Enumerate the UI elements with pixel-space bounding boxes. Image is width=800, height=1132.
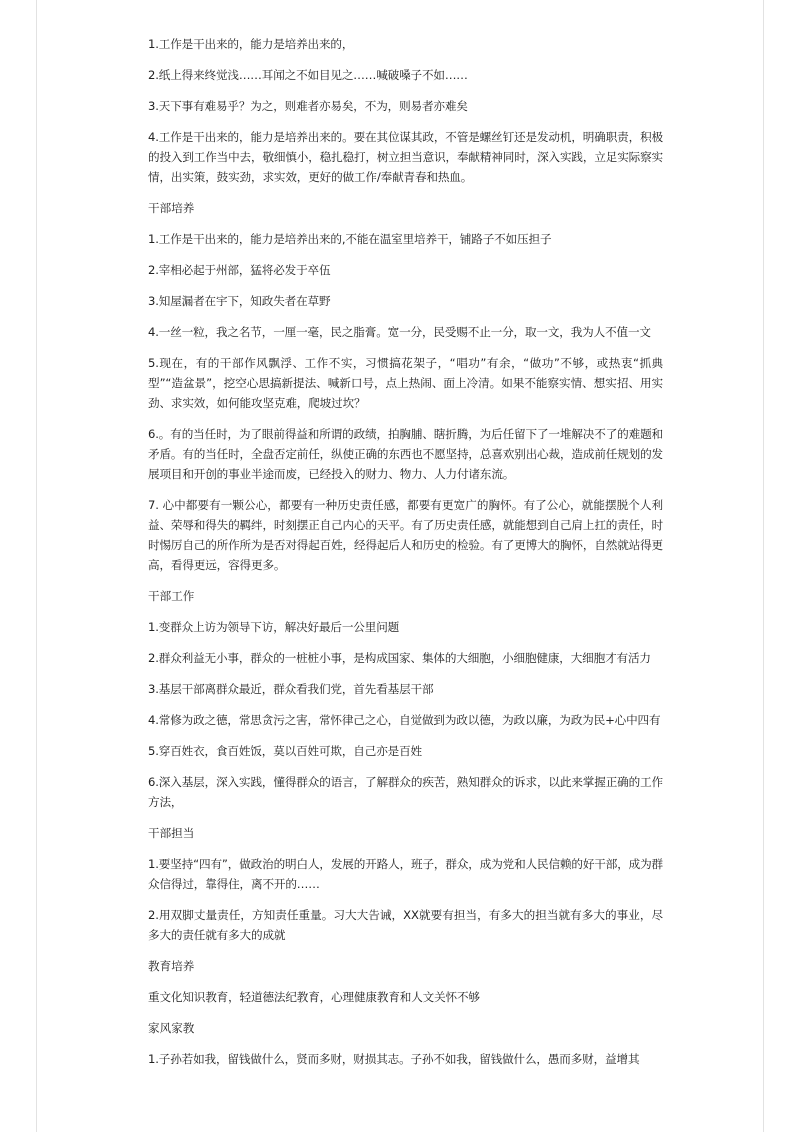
section-heading-family-tradition: 家风家教	[148, 1021, 195, 1035]
paragraph: 1.子孙若如我，留钱做什么，贤而多财，财损其志。子孙不如我，留钱做什么，愚而多财，益增其	[148, 1052, 640, 1066]
paragraph: 4.工作是干出来的，能力是培养出来的。要在其位谋其政，不管是螺丝钉还是发动机，明确职责，积极的投入到工作当中去，敬细慎小，稳扎稳打，树立担当意识，奉献精神同时，深入实践，立足实际察实情，出实策，鼓实劲，求实效，更好的做工作/奉献青春和热血。	[148, 130, 663, 184]
paragraph: 5.现在，有的干部作风飘浮、工作不实，习惯搞花架子，“唱功”有余，“做功”不够，或热衷“抓典型”“造盆景”，挖空心思搞新提法、喊新口号，点上热闹、面上冷清。如果不能察实情、想实招、用实劲、求实效，如何能攻坚克难，爬坡过坎？	[148, 356, 663, 410]
paragraph: 2.纸上得来终觉浅……耳闻之不如目见之……喊破嗓子不如……	[148, 68, 468, 82]
paragraph: 2.群众利益无小事，群众的一桩桩小事，是构成国家、集体的大细胞，小细胞健康，大细胞才有活力	[148, 651, 651, 665]
paragraph: 6.。有的当任时，为了眼前得益和所谓的政绩，拍胸脯、瞎折腾，为后任留下了一堆解决不了的难题和矛盾。有的当任时，全盘否定前任，纵使正确的东西也不愿坚持，总喜欢别出心裁，造成前任规划的发展项目和开创的事业半途而废，已经投入的财力、物力、人力付诸东流。	[148, 427, 663, 481]
section-heading-education: 教育培养	[148, 959, 195, 973]
paragraph: 1.变群众上访为领导下访，解决好最后一公里问题	[148, 620, 400, 634]
section-heading-cadre-training: 干部培养	[148, 201, 195, 215]
paragraph: 3.知屋漏者在宇下，知政失者在草野	[148, 294, 331, 308]
paragraph: 4.一丝一粒，我之名节，一厘一毫，民之脂膏。宽一分，民受赐不止一分，取一文，我为人不值一文	[148, 325, 651, 339]
paragraph: 7. 心中都要有一颗公心，都要有一种历史责任感，都要有更宽广的胸怀。有了公心，就能摆脱个人利益、荣辱和得失的羁绊，时刻摆正自己内心的天平。有了历史责任感，就能想到自己肩上扛的责任，时时惕厉自己的所作所为是否对得起百姓，经得起后人和历史的检验。有了更博大的胸怀，自然就站得更高，看得更远，容得更多。	[148, 498, 663, 572]
paragraph: 3.天下事有难易乎？为之，则难者亦易矣，不为，则易者亦难矣	[148, 99, 468, 113]
paragraph: 5.穿百姓衣，食百姓饭，莫以百姓可欺，自己亦是百姓	[148, 744, 422, 758]
paragraph: 4.常修为政之德，常思贪污之害，常怀律己之心，自觉做到为政以德，为政以廉，为政为民+心中四有	[148, 713, 661, 727]
paragraph: 1.工作是干出来的，能力是培养出来的，	[148, 37, 354, 51]
paragraph: 3.基层干部离群众最近，群众看我们党，首先看基层干部	[148, 682, 434, 696]
section-heading-cadre-work: 干部工作	[148, 589, 195, 603]
paragraph: 1.要坚持“四有”，做政治的明白人，发展的开路人，班子，群众，成为党和人民信赖的好干部，成为群众信得过，靠得住，离不开的……	[148, 857, 663, 891]
paragraph: 2.用双脚丈量责任，方知责任重量。习大大告诫，XX就要有担当，有多大的担当就有多大的事业，尽多大的责任就有多大的成就	[148, 908, 663, 942]
paragraph: 6.深入基层，深入实践，懂得群众的语言，了解群众的疾苦，熟知群众的诉求，以此来掌握正确的工作方法，	[148, 775, 663, 809]
paragraph: 2.宰相必起于州部，猛将必发于卒伍	[148, 263, 331, 277]
paragraph: 1.工作是干出来的，能力是培养出来的,不能在温室里培养干，铺路子不如压担子	[148, 232, 552, 246]
paragraph: 重文化知识教育，轻道德法纪教育，心理健康教育和人文关怀不够	[148, 990, 480, 1004]
document-body	[148, 34, 663, 1080]
section-heading-cadre-responsibility: 干部担当	[148, 826, 195, 840]
